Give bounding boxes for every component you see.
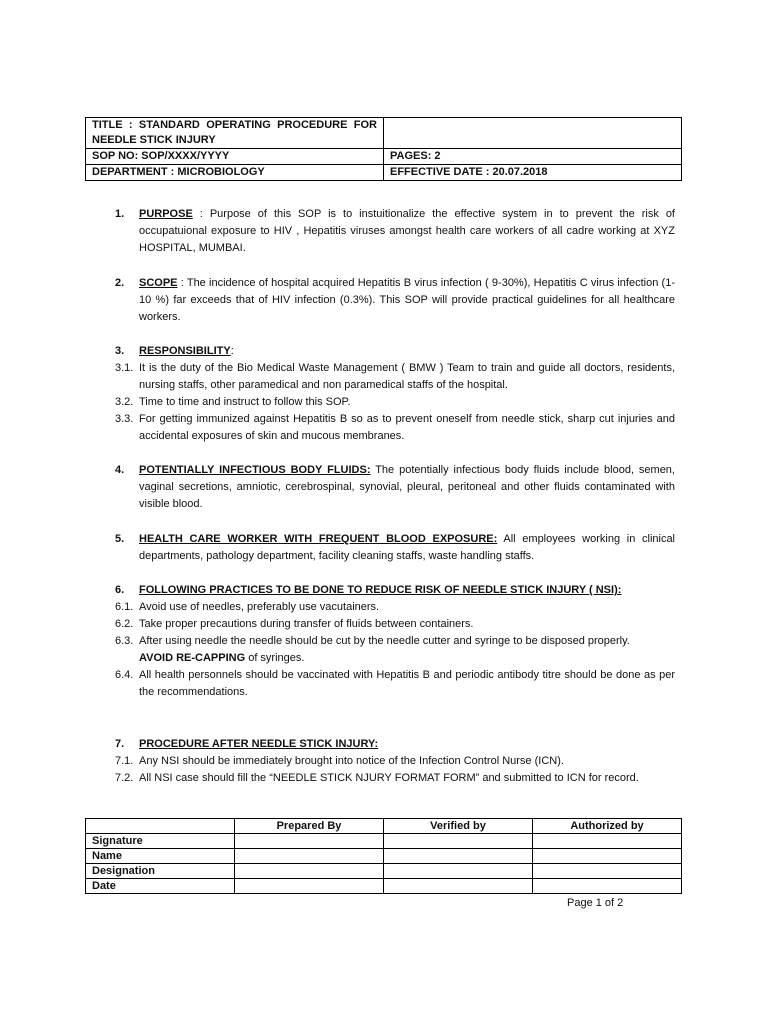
item-text: [139, 633, 675, 667]
section-heading: RESPONSIBILITY: [139, 345, 231, 357]
sop-title: TITLE : STANDARD OPERATING PROCEDURE FOR NEEDLE STICK INJURY: [86, 118, 384, 149]
item-number: 3.2.: [115, 396, 134, 408]
table-row: [86, 849, 682, 864]
signature-field[interactable]: [533, 834, 682, 849]
department: DEPARTMENT : MICROBIOLOGY: [86, 165, 384, 181]
column-header-verified: Verified by: [384, 819, 533, 834]
item-main-text: After using needle the needle should be cut by the needle cutter and syringe to be disposed properly.: [139, 635, 630, 647]
section-number: 7.: [115, 738, 125, 750]
section-heading: FOLLOWING PRACTICES TO BE DONE TO REDUCE RISK OF NEEDLE STICK INJURY ( NSI):: [139, 584, 622, 596]
item-text: It is the duty of the Bio Medical Waste Management ( BMW ) Team to train and guide all doctors, residents, nursing staffs, other paramedical and non paramedical staffs of the hospital.: [139, 362, 675, 391]
effective-date: EFFECTIVE DATE : 20.07.2018: [384, 165, 682, 181]
section-body: [139, 206, 675, 257]
section-colon: :: [230, 345, 234, 357]
item-text: Take proper precautions during transfer of fluids between containers.: [139, 618, 474, 630]
item-number: 6.4.: [115, 669, 134, 681]
section-heading: POTENTIALLY INFECTIOUS BODY FLUIDS:: [139, 464, 371, 476]
section-body: [139, 531, 675, 565]
item-number: 3.1.: [115, 362, 134, 374]
sop-header-table: [85, 117, 682, 181]
date-field[interactable]: [384, 879, 533, 894]
item-text: Any NSI should be immediately brought into notice of the Infection Control Nurse (ICN).: [139, 755, 564, 767]
section-number: 6.: [115, 584, 125, 596]
column-header-authorized: Authorized by: [533, 819, 682, 834]
section-number: 5.: [115, 533, 125, 545]
item-text: Avoid use of needles, preferably use vacutainers.: [139, 601, 380, 613]
item-number: 3.3.: [115, 413, 134, 425]
item-emphasis: AVOID RE-CAPPING: [139, 652, 246, 664]
signoff-table: [85, 818, 682, 894]
section-heading: PURPOSE: [139, 208, 193, 220]
item-rest-text: of syringes.: [245, 652, 305, 664]
signature-field[interactable]: [235, 834, 384, 849]
section-heading: SCOPE: [139, 277, 178, 289]
name-field[interactable]: [235, 849, 384, 864]
section-number: 1.: [115, 208, 125, 220]
item-number: 6.1.: [115, 601, 134, 613]
item-number: 6.2.: [115, 618, 134, 630]
section-body: [139, 736, 675, 753]
section-number: 2.: [115, 277, 125, 289]
item-number: 6.3.: [115, 635, 134, 647]
section-text: : Purpose of this SOP is to instuitionalize the effective system in to prevent the risk of occupatuional exposure to HIV , Hepatitis viruses amongst health care workers of all cadre working at XYZ HOSPITAL, MUMBAI.: [139, 208, 675, 254]
section-number: 4.: [115, 464, 125, 476]
section-number: 3.: [115, 345, 125, 357]
name-field[interactable]: [533, 849, 682, 864]
section-text: : The incidence of hospital acquired Hepatitis B virus infection ( 9-30%), Hepatitis C virus infection (1- 10 %) far exceeds that of HIV infection (0.3%). This SOP will provide practical guidelines for all healthcare workers.: [139, 277, 675, 323]
item-text: For getting immunized against Hepatitis B so as to prevent oneself from needle stick, sharp cut injuries and accidental exposures of skin and mucous membranes.: [139, 413, 675, 442]
section-heading: PROCEDURE AFTER NEEDLE STICK INJURY:: [139, 738, 379, 750]
section-body: [139, 343, 675, 360]
date-field[interactable]: [533, 879, 682, 894]
date-field[interactable]: [235, 879, 384, 894]
designation-field[interactable]: [235, 864, 384, 879]
table-row: [86, 879, 682, 894]
column-header-prepared: Prepared By: [235, 819, 384, 834]
section-body: [139, 275, 675, 326]
page-number: Page 1 of 2: [567, 897, 624, 909]
name-field[interactable]: [384, 849, 533, 864]
item-number: 7.2.: [115, 772, 134, 784]
header-blank-cell: [384, 118, 682, 149]
section-body: [139, 462, 675, 513]
designation-field[interactable]: [384, 864, 533, 879]
sop-number: SOP NO: SOP/XXXX/YYYY: [86, 149, 384, 165]
item-text: All health personnels should be vaccinated with Hepatitis B and periodic antibody titre should be done as per the recommendations.: [139, 669, 675, 698]
designation-field[interactable]: [533, 864, 682, 879]
item-text: All NSI case should fill the “NEEDLE STICK NJURY FORMAT FORM” and submitted to ICN for record.: [139, 772, 639, 784]
row-label: Date: [86, 879, 235, 894]
table-row: [86, 864, 682, 879]
section-text: All employees working in clinical departments, pathology department, facility cleaning staffs, waste handling staffs.: [139, 533, 676, 562]
table-row: [86, 834, 682, 849]
item-number: 7.1.: [115, 755, 134, 767]
corner-cell: [86, 819, 235, 834]
section-body: [139, 582, 675, 599]
row-label: Name: [86, 849, 235, 864]
item-text: Time to time and instruct to follow this SOP.: [139, 396, 351, 408]
row-label: Signature: [86, 834, 235, 849]
section-heading: HEALTH CARE WORKER WITH FREQUENT BLOOD EXPOSURE:: [139, 533, 498, 545]
row-label: Designation: [86, 864, 235, 879]
page-count: PAGES: 2: [384, 149, 682, 165]
signature-field[interactable]: [384, 834, 533, 849]
section-text: The potentially infectious body fluids include blood, semen, vaginal secretions, amniotic, cerebrospinal, synovial, pleural, peritoneal and other fluids contaminated with visible blood.: [139, 464, 675, 510]
